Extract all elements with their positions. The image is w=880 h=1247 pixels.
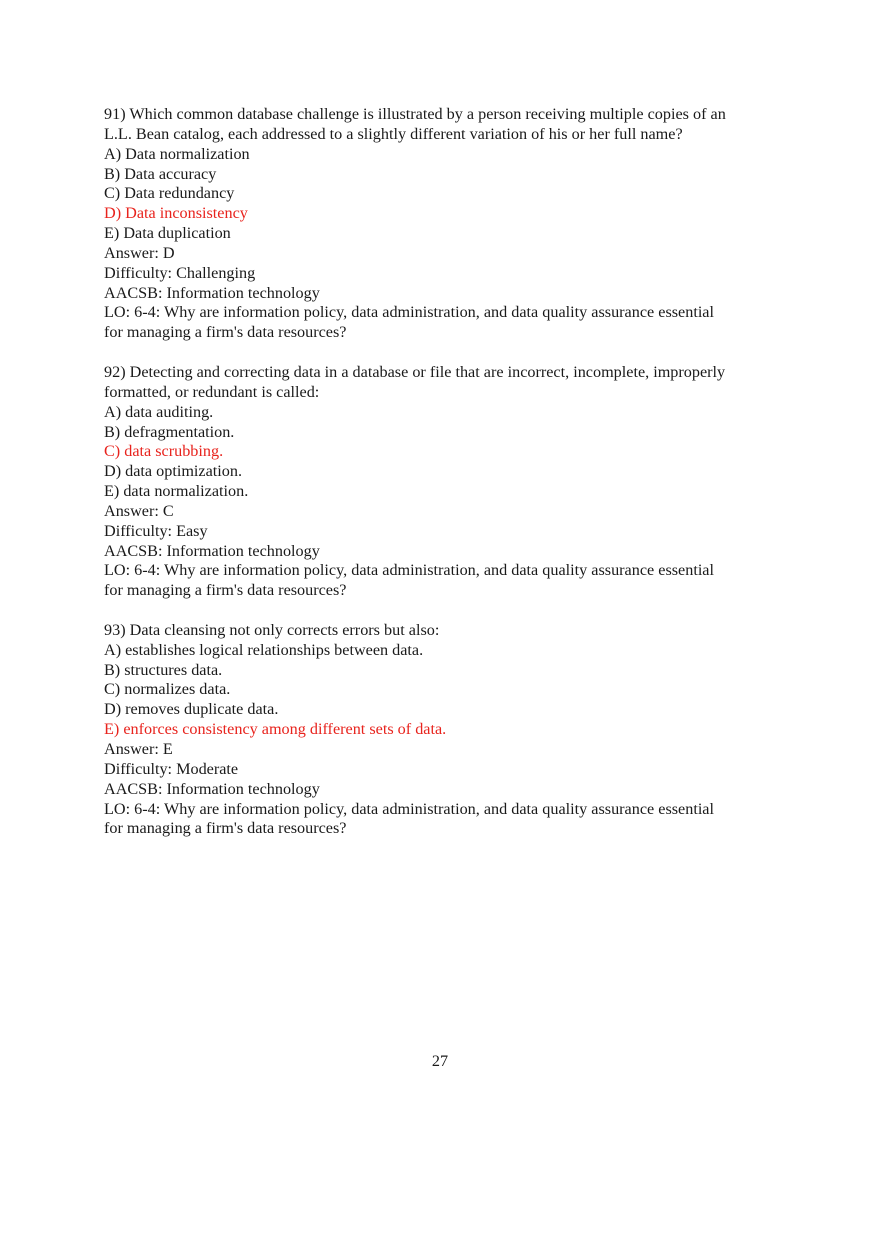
option-d: D) data optimization. — [104, 462, 243, 481]
option-d-correct: D) Data inconsistency — [104, 204, 248, 223]
learning-objective-continued: for managing a firm's data resources? — [104, 581, 347, 600]
option-d: D) removes duplicate data. — [104, 700, 279, 719]
difficulty-line: Difficulty: Moderate — [104, 759, 239, 778]
aacsb-line: AACSB: Information technology — [104, 541, 320, 560]
option-c-correct: C) data scrubbing. — [104, 442, 224, 461]
option-c: C) Data redundancy — [104, 184, 235, 203]
learning-objective-line: LO: 6-4: Why are information policy, data administration, and data quality assurance essential — [104, 561, 714, 580]
learning-objective-continued: for managing a firm's data resources? — [104, 819, 347, 838]
question-93 — [104, 621, 776, 839]
question-stem: 93) Data cleansing not only corrects errors but also: — [104, 620, 440, 639]
question-stem: 91) Which common database challenge is illustrated by a person receiving multiple copies of an — [104, 105, 726, 123]
question-list — [104, 105, 776, 859]
question-stem-continued: formatted, or redundant is called: — [104, 382, 320, 401]
answer-line: Answer: C — [104, 501, 174, 520]
page-number: 27 — [431, 1052, 449, 1070]
learning-objective-line: LO: 6-4: Why are information policy, data administration, and data quality assurance essential — [104, 799, 714, 818]
option-a: A) data auditing. — [104, 402, 214, 421]
learning-objective-line: LO: 6-4: Why are information policy, data administration, and data quality assurance essential — [104, 303, 714, 322]
option-c: C) normalizes data. — [104, 680, 231, 699]
option-b: B) defragmentation. — [104, 422, 235, 441]
option-e-correct: E) enforces consistency among different sets of data. — [104, 720, 447, 739]
question-stem: 92) Detecting and correcting data in a database or file that are incorrect, incomplete, improperly — [104, 362, 726, 381]
aacsb-line: AACSB: Information technology — [104, 283, 320, 302]
option-a: A) Data normalization — [104, 144, 250, 163]
aacsb-line: AACSB: Information technology — [104, 779, 320, 798]
question-91 — [104, 105, 776, 343]
learning-objective-continued: for managing a firm's data resources? — [104, 323, 347, 342]
question-92 — [104, 363, 776, 601]
question-stem-continued: L.L. Bean catalog, each addressed to a slightly different variation of his or her full name? — [104, 124, 683, 143]
answer-line: Answer: E — [104, 740, 173, 758]
option-e: E) data normalization. — [104, 482, 249, 501]
option-b: B) structures data. — [104, 660, 223, 679]
answer-line: Answer: D — [104, 243, 175, 262]
option-b: B) Data accuracy — [104, 164, 217, 183]
difficulty-line: Difficulty: Easy — [104, 521, 208, 540]
option-a: A) establishes logical relationships between data. — [104, 640, 424, 659]
option-e: E) Data duplication — [104, 224, 231, 243]
difficulty-line: Difficulty: Challenging — [104, 263, 256, 282]
